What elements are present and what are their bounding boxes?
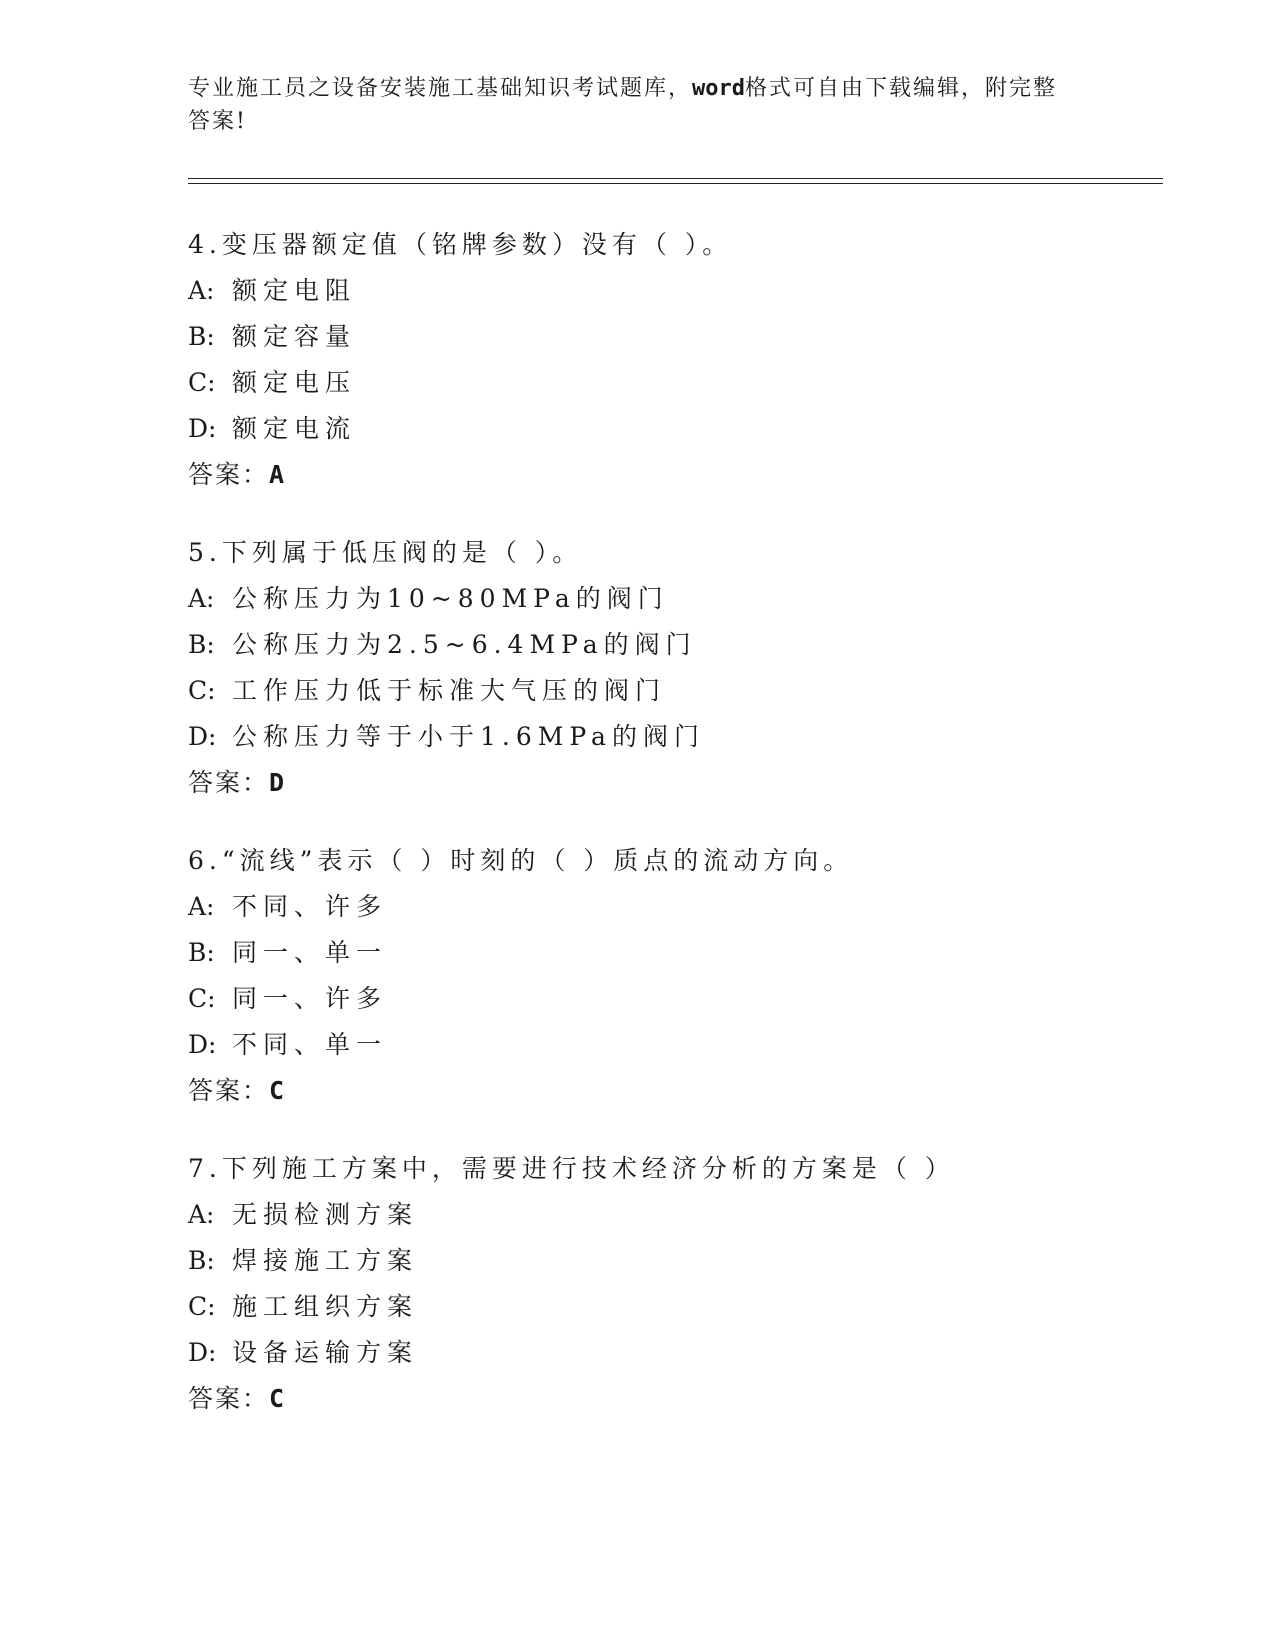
option-d xyxy=(188,1330,1138,1376)
question-stem: 5.下列属于低压阀的是（ ）。 xyxy=(188,538,583,567)
option-a xyxy=(188,1192,1138,1238)
option-letter: C: xyxy=(188,676,216,705)
option-a xyxy=(188,576,1138,622)
header-text-before: 专业施工员之设备安装施工基础知识考试题库， xyxy=(188,76,693,101)
option-text: 不同、单一 xyxy=(232,1030,388,1059)
answer-line xyxy=(188,452,1138,498)
option-text: 额定容量 xyxy=(232,322,357,351)
option-letter: A: xyxy=(188,892,215,921)
answer-label: 答案： xyxy=(188,1076,270,1105)
header-word: word xyxy=(692,76,745,101)
answer-value: D xyxy=(269,768,287,797)
header-text-after: 格式可自由下载编辑，附完整答案! xyxy=(188,76,1058,134)
answer-line xyxy=(188,760,1138,806)
option-text: 公称压力为10~80MPa的阀门 xyxy=(232,584,669,613)
question-5 xyxy=(188,530,1138,806)
option-c xyxy=(188,360,1138,406)
answer-line xyxy=(188,1068,1138,1114)
option-c xyxy=(188,668,1138,714)
answer-label: 答案： xyxy=(188,1384,270,1413)
answer-line xyxy=(188,1376,1138,1422)
option-letter: B: xyxy=(188,322,215,351)
question-stem: 7.下列施工方案中，需要进行技术经济分析的方案是（ ） xyxy=(188,1154,955,1183)
option-a xyxy=(188,268,1138,314)
option-b xyxy=(188,314,1138,360)
option-text: 额定电压 xyxy=(232,368,357,397)
option-letter: D: xyxy=(188,722,217,751)
option-d xyxy=(188,714,1138,760)
option-letter: B: xyxy=(188,938,215,967)
option-text: 额定电阻 xyxy=(232,276,357,305)
question-4 xyxy=(188,222,1138,498)
option-letter: D: xyxy=(188,1338,217,1367)
option-c xyxy=(188,976,1138,1022)
option-text: 不同、许多 xyxy=(232,892,388,921)
option-text: 同一、单一 xyxy=(232,938,388,967)
option-text: 公称压力等于小于1.6MPa的阀门 xyxy=(232,722,705,751)
option-letter: B: xyxy=(188,1246,215,1275)
answer-label: 答案： xyxy=(188,460,270,489)
option-a xyxy=(188,884,1138,930)
answer-value: A xyxy=(269,460,287,489)
option-b xyxy=(188,930,1138,976)
option-text: 公称压力为2.5~6.4MPa的阀门 xyxy=(232,630,697,659)
option-text: 设备运输方案 xyxy=(232,1338,419,1367)
option-letter: A: xyxy=(188,1200,215,1229)
option-text: 施工组织方案 xyxy=(232,1292,419,1321)
header-divider-bottom xyxy=(188,183,1163,184)
option-text: 工作压力低于标准大气压的阀门 xyxy=(232,676,667,705)
option-b xyxy=(188,1238,1138,1284)
option-text: 焊接施工方案 xyxy=(232,1246,419,1275)
question-6 xyxy=(188,838,1138,1114)
option-letter: C: xyxy=(188,368,216,397)
option-text: 同一、许多 xyxy=(232,984,388,1013)
option-letter: B: xyxy=(188,630,215,659)
option-letter: D: xyxy=(188,414,217,443)
option-text: 额定电流 xyxy=(232,414,357,443)
answer-value: C xyxy=(269,1384,287,1413)
question-7 xyxy=(188,1146,1138,1422)
option-d xyxy=(188,1022,1138,1068)
option-letter: D: xyxy=(188,1030,217,1059)
question-stem: 6.“流线”表示（ ）时刻的（ ）质点的流动方向。 xyxy=(188,846,854,875)
question-stem: 4.变压器额定值（铭牌参数）没有（ ）。 xyxy=(188,230,733,259)
option-d xyxy=(188,406,1138,452)
option-c xyxy=(188,1284,1138,1330)
answer-label: 答案： xyxy=(188,768,270,797)
option-letter: C: xyxy=(188,984,216,1013)
header-divider-top xyxy=(188,178,1163,179)
option-letter: A: xyxy=(188,276,215,305)
answer-value: C xyxy=(269,1076,287,1105)
document-header xyxy=(188,72,1068,138)
option-letter: C: xyxy=(188,1292,216,1321)
option-letter: A: xyxy=(188,584,215,613)
option-b xyxy=(188,622,1138,668)
option-text: 无损检测方案 xyxy=(232,1200,419,1229)
